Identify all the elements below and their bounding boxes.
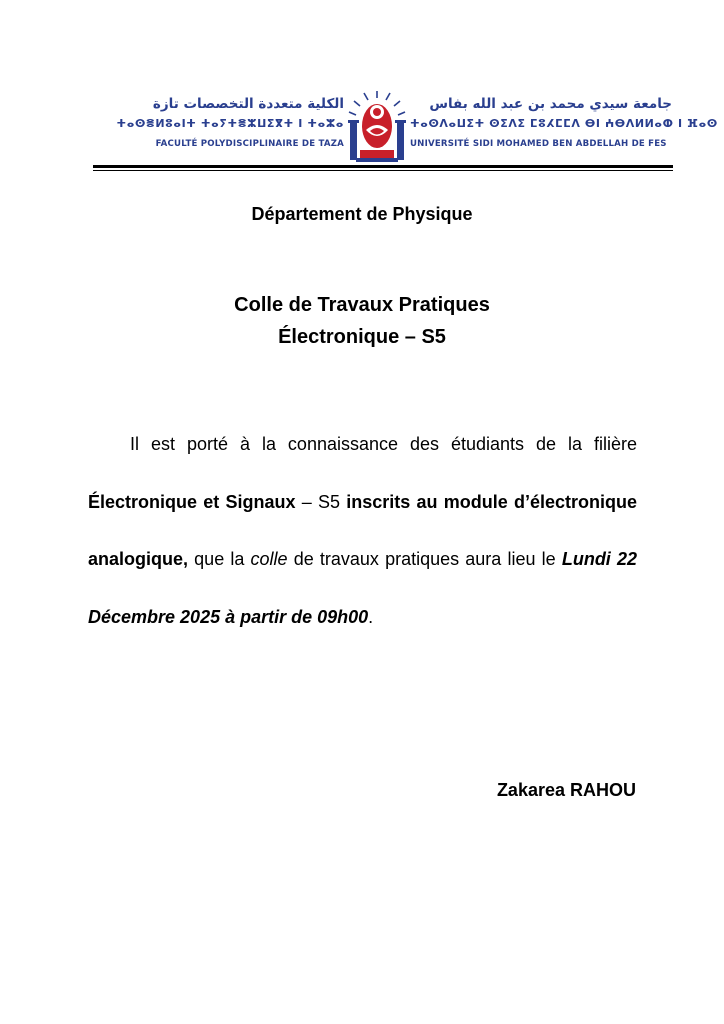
department-name: Département de Physique — [251, 204, 473, 224]
faculty-name-tifinagh: ⵜⴰⵙⴻⵍⵓⴰⵏⵜ ⵜⴰⵢⵜⴻⵣⵡⵉⴳⵜ ⵏ ⵜⴰⵣⴰ — [116, 117, 344, 130]
body-text: de travaux pratiques aura lieu le — [287, 549, 562, 569]
letterhead — [88, 88, 718, 174]
exam-date: Lundi 22 Décembre 2025 à partir de 09h00 — [88, 549, 637, 627]
module-name: inscrits au module d’électronique analogique, — [88, 491, 638, 569]
university-name-arabic: جامعة سيدي محمد بن عبد الله بفاس — [429, 96, 672, 112]
document-subtitle: Électronique – S5 — [278, 326, 446, 348]
university-emblem-icon — [346, 90, 408, 164]
university-name-tifinagh: ⵜⴰⵙⴷⴰⵡⵉⵜ ⵙⵉⴷⵉ ⵎⵓⵃⵎⵎⴷ ⴱⵏ ⵄⴱⴷⵍⵍⴰⵀ ⵏ ⴼⴰⵙ — [410, 117, 718, 130]
announcement-paragraph — [88, 416, 637, 646]
university-name-french: UNIVERSITÉ SIDI MOHAMED BEN ABDELLAH DE FES — [410, 139, 667, 149]
emphasis-colle: colle — [250, 549, 288, 569]
faculty-name-french: FACULTÉ POLYDISCIPLINAIRE DE TAZA — [155, 139, 344, 149]
body-text: Il est porté à la connaissance des étudiants de la filière — [130, 434, 637, 454]
body-text: – S5 — [295, 491, 347, 512]
body-text: . — [368, 606, 374, 627]
body-text: que la — [188, 549, 251, 569]
faculty-name-arabic: الكلية متعددة التخصصات تازة — [152, 96, 344, 112]
header-divider-thick — [93, 165, 673, 168]
header-divider-thin — [93, 170, 673, 171]
faculty-block — [92, 96, 344, 150]
announcement-body — [88, 416, 637, 646]
university-block — [410, 96, 718, 150]
signature: Zakarea RAHOU — [496, 780, 636, 800]
document-title: Colle de Travaux Pratiques — [234, 294, 490, 316]
program-name: Électronique et Signaux — [88, 491, 296, 512]
